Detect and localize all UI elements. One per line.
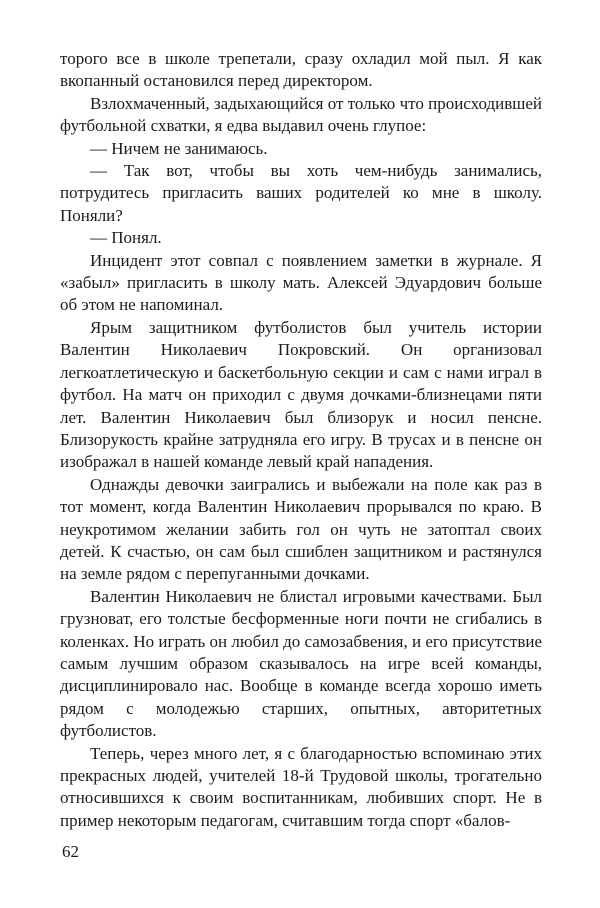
page-body — [60, 48, 542, 832]
paragraph: Однажды девочки заигрались и выбежали на поле как раз в тот момент, когда Валентин Николаевич прорывался по краю. В неукротимом желании забить гол он чуть не затоптал своих детей. К счастью, он сам был сшиблен защитником и растянулся на земле рядом с перепуганными дочками. — [60, 474, 542, 584]
paragraph: Ярым защитником футболистов был учитель истории Валентин Николаевич Покровский. Он организовал легкоатлетическую и баскетбольную секции и сам с нами играл в футбол. На матч он приходил с двумя дочками-близнецами пяти лет. Валентин Николаевич был близорук и носил пенсне. Близорукость крайне затрудняла его игру. В трусах и в пенсне он изображал в нашей команде левый край нападения. — [60, 317, 542, 472]
paragraph: Инцидент этот совпал с появлением заметки в журнале. Я «забыл» пригласить в школу мать. Алексей Эдуардович больше об этом не напоминал. — [60, 250, 542, 315]
dialogue-line: — Понял. — [90, 228, 162, 248]
paragraph: Валентин Николаевич не блистал игровыми качествами. Был грузноват, его толстые бесформенные ноги почти не сгибались в коленках. Но играть он любил до самозабвения, и его присутствие самым лучшим образом сказывалось на игре всей команды, дисциплинировало нас. Вообще в команде всегда хорошо иметь рядом с молодежью старших, опытных, авторитетных футболистов. — [60, 586, 542, 741]
paragraph: Теперь, через много лет, я с благодарностью вспоминаю этих прекрасных людей, учителей 18-й Трудовой школы, трогательно относившихся к своим воспитанникам, любивших спорт. Не в пример некоторым педагогам, считавшим тогда спорт «балов- — [60, 743, 542, 830]
dialogue-line: — Ничем не занимаюсь. — [90, 138, 268, 158]
dialogue-line: — Так вот, чтобы вы хоть чем-нибудь занимались, потрудитесь пригласить ваших родителей ко мне в школу. Поняли? — [60, 161, 542, 225]
paragraph: торого все в школе трепетали, сразу охладил мой пыл. Я как вкопанный остановился перед директором. — [60, 49, 542, 91]
paragraph: Взлохмаченный, задыхающийся от только что происходившей футбольной схватки, я едва выдавил очень глупое: — [60, 93, 542, 136]
page-number: 62 — [62, 842, 79, 861]
